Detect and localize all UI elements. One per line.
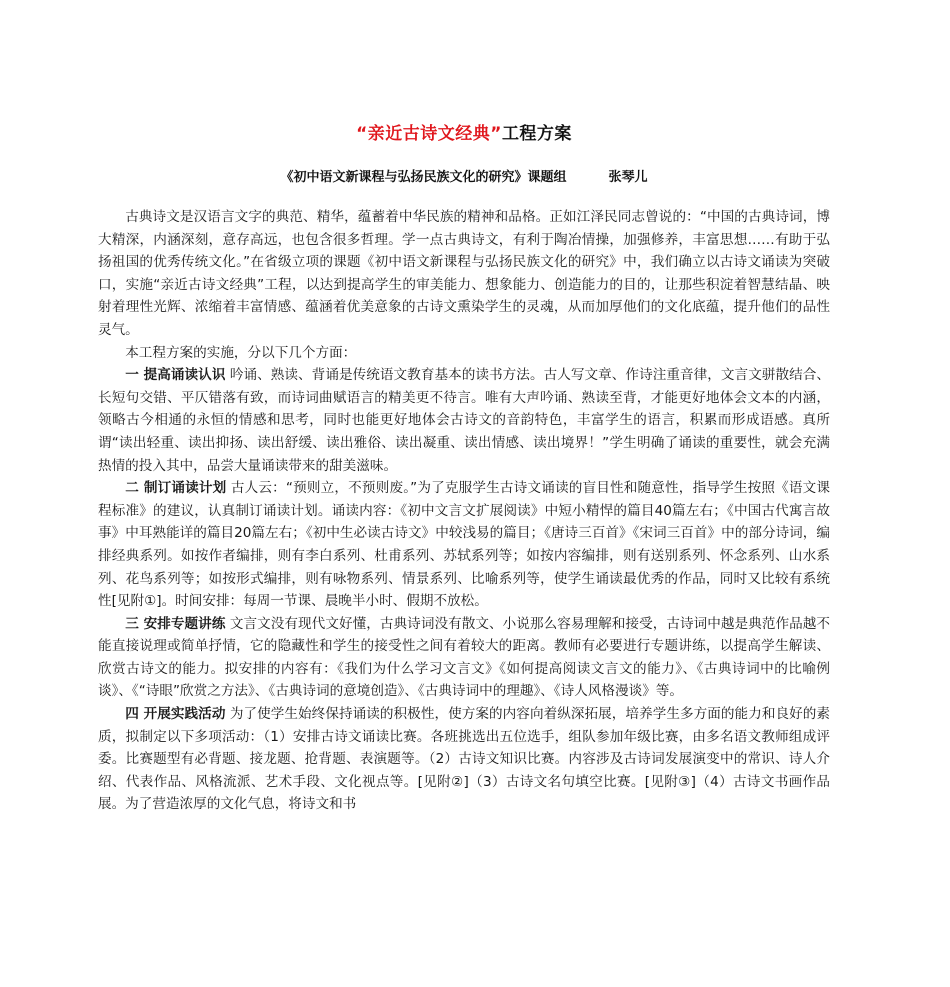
subtitle-group: 《初中语文新课程与弘扬民族文化的研究》课题组 [280, 170, 567, 185]
section-heading: 四 开展实践活动 [125, 706, 226, 723]
document-body [98, 206, 830, 816]
section-heading: 二 制订诵读计划 [125, 480, 227, 497]
document-page [98, 122, 830, 816]
title-rest: 工程方案 [501, 124, 572, 144]
paragraph-text: 文言文没有现代文好懂，古典诗词没有散文、小说那么容易理解和接受，古诗词中越是典范作品越不能直接说理或简单抒情，它的隐藏性和学生的接受性之间有着较大的距离。教师有必要进行专题讲练，以提高学生解读、欣赏古诗文的能力。拟安排的内容有：《我们为什么学习文言文》《如何提高阅读文言文的能力》、《古典诗词中的比喻例谈》、《“诗眼”欣赏之方法》、《古典诗词的意境创造》、《古典诗词中的理趣》、《诗人风格漫谈》等。 [98, 615, 831, 700]
title-highlight: 亲近古诗文经典 [367, 124, 491, 144]
subtitle-author: 张琴儿 [608, 170, 648, 185]
paragraph-text: 吟诵、熟读、背诵是传统语文教育基本的读书方法。古人写文章、作诗注重音律，文言文骈散结合、长短句交错、平仄错落有致，而诗词曲赋语言的精美更不待言。唯有大声吟诵、熟读至背，才能更好地体会文本的内涵，领略古今相通的永恒的情感和思考，同时也能更好地体会古诗文的音韵特色，丰富学生的语言，积累而形成语感。真所谓“读出轻重、读出抑扬、读出舒缓、读出雅俗、读出凝重、读出情感、读出境界！”学生明确了诵读的重要性，就会充满热情的投入其中，品尝大量诵读带来的甜美滋味。 [98, 367, 831, 474]
paragraph-text: 古人云：“预则立，不预则废。”为了克服学生古诗文诵读的盲目性和随意性，指导学生按照《语文课程标准》的建议，认真制订诵读计划。诵读内容：《初中文言文扩展阅读》中短小精悍的篇目40篇左右；《中国古代寓言故事》中耳熟能详的篇目20篇左右；《初中生必读古诗文》中较浅易的篇目；《唐诗三百首》《宋词三百首》中的部分诗词，编排经典系列。如按作者编排，则有李白系列、杜甫系列、苏轼系列等；如按内容编排，则有送别系列、怀念系列、山水系列、花鸟系列等；如按形式编排，则有咏物系列、情景系列、比喻系列等，使学生诵读最优秀的作品，同时又比较有系统性[见附①]。时间安排：每周一节课、晨晚半小时、假期不放松。 [98, 480, 830, 610]
paragraph-intro [98, 206, 830, 342]
paragraph-section-2 [98, 477, 830, 613]
paragraph-text: 本工程方案的实施，分以下几个方面： [125, 344, 357, 361]
document-title [98, 122, 830, 146]
section-heading: 三 安排专题讲练 [125, 615, 226, 632]
title-quote-open: “ [356, 124, 368, 144]
paragraph-section-1 [98, 364, 830, 477]
document-subtitle [98, 168, 830, 188]
section-heading: 一 提高诵读认识 [125, 367, 226, 384]
paragraph-section-3 [98, 613, 830, 703]
paragraph-text: 古典诗文是汉语言文字的典范、精华，蕴蓄着中华民族的精神和品格。正如江泽民同志曾说的：“中国的古典诗词，博大精深，内涵深刻，意存高远，也包含很多哲理。学一点古典诗文，有利于陶冶情操，加强修养，丰富思想……有助于弘扬祖国的优秀传统文化。”在省级立项的课题《初中语文新课程与弘扬民族文化的研究》中，我们确立以古诗文诵读为突破口，实施“亲近古诗文经典”工程，以达到提高学生的审美能力、想象能力、创造能力的目的，让那些积淀着智慧结晶、映射着理性光辉、浓缩着丰富情感、蕴涵着优美意象的古诗文熏染学生的灵魂，从而加厚他们的文化底蕴，提升他们的品性灵气。 [98, 209, 830, 338]
paragraph-section-4 [98, 703, 830, 816]
paragraph-text: 为了使学生始终保持诵读的积极性，使方案的内容向着纵深拓展，培养学生多方面的能力和良好的素质，拟制定以下多项活动：（1）安排古诗文诵读比赛。各班挑选出五位选手，组队参加年级比赛，由多名语文教师组成评委。比赛题型有必背题、接龙题、抢背题、表演题等。（2）古诗文知识比赛。内容涉及古诗词发展演变中的常识、诗人介绍、代表作品、风格流派、艺术手段、文化视点等。[见附②]（3）古诗文名句填空比赛。[见附③]（4）古诗文书画作品展。为了营造浓厚的文化气息，将诗文和书 [98, 706, 831, 813]
title-quote-close: ” [490, 124, 502, 144]
paragraph-overview [98, 342, 830, 365]
